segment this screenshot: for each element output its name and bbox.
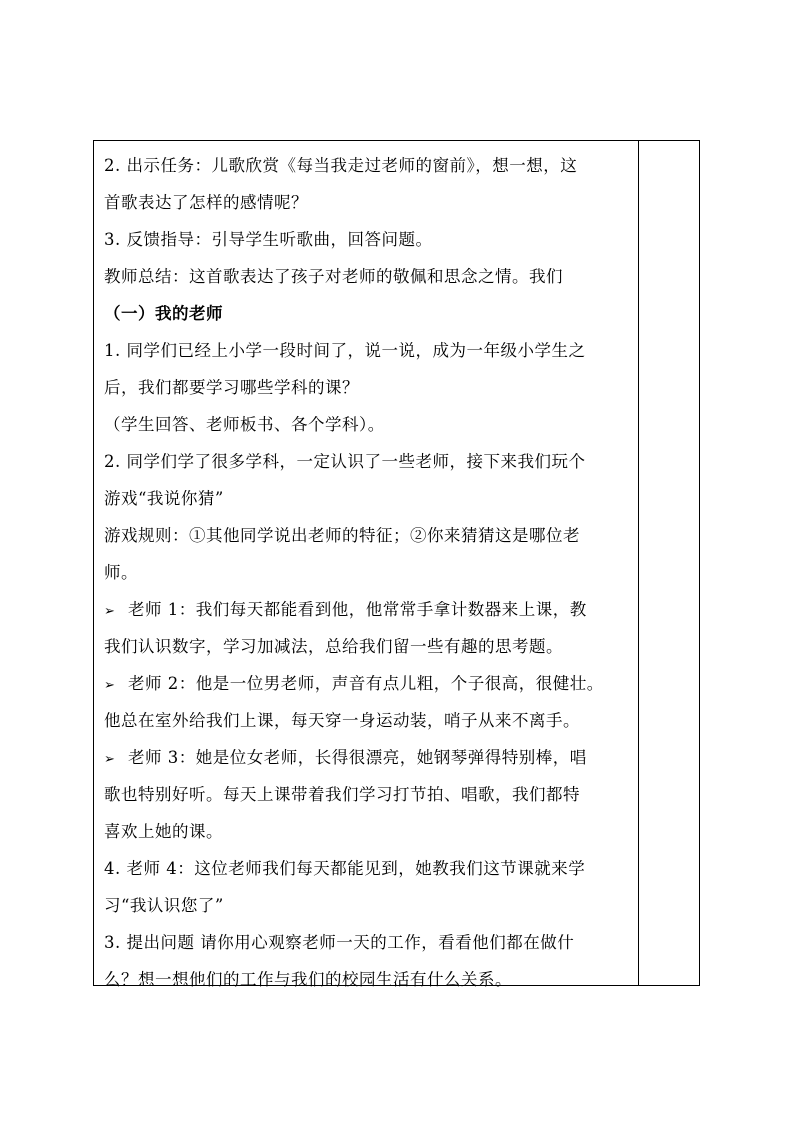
text-line: 游戏“我说你猜” <box>104 489 224 508</box>
bullet-text: 老师 3：她是位女老师，长得很漂亮，她钢琴弹得特别棒，唱 <box>128 748 587 767</box>
text-line: 3. 反馈指导：引导学生听歌曲，回答问题。 <box>104 230 433 249</box>
text-line: 2. 出示任务：儿歌欣赏《每当我走过老师的窗前》，想一想，这 <box>104 156 578 175</box>
text-line: 他总在室外给我们上课，每天穿一身运动装，哨子从来不离手。 <box>104 711 580 730</box>
text-line: 首歌表达了怎样的感情呢？ <box>104 193 308 212</box>
text-line: 么？想一想他们的工作与我们的校园生活有什么关系。 <box>104 970 512 989</box>
arrow-bullet-icon: ➢ <box>104 752 116 767</box>
text-line: 游戏规则：①其他同学说出老师的特征；②你来猜猜这是哪位老 <box>104 526 580 545</box>
text-line: 2. 同学们学了很多学科，一定认识了一些老师，接下来我们玩个 <box>104 452 586 471</box>
bullet-line <box>104 739 632 776</box>
text-line: 教师总结：这首歌表达了孩子对老师的敬佩和思念之情。我们 <box>104 267 563 286</box>
bullet-line <box>104 591 632 628</box>
text-line: 3. 提出问题 请你用心观察老师一天的工作，看看他们都在做什 <box>104 933 575 952</box>
text-line: （学生回答、老师板书、各个学科）。 <box>104 415 385 434</box>
lesson-table <box>93 140 700 989</box>
bullet-text: 老师 1：我们每天都能看到他，他常常手拿计数器来上课，教 <box>128 600 587 619</box>
section-heading: （一）我的老师 <box>104 304 223 323</box>
column-divider <box>638 141 639 985</box>
text-line: 习“我认识您了” <box>104 896 224 915</box>
arrow-bullet-icon: ➢ <box>104 604 116 619</box>
text-line: 师。 <box>104 563 138 582</box>
arrow-bullet-icon: ➢ <box>104 678 116 693</box>
text-line: 喜欢上她的课。 <box>104 822 223 841</box>
lesson-content-cell <box>104 147 632 998</box>
text-line: 歌也特别好听。每天上课带着我们学习打节拍、唱歌，我们都特 <box>104 785 580 804</box>
text-line: 4. 老师 4：这位老师我们每天都能见到，她教我们这节课就来学 <box>104 859 586 878</box>
bullet-text: 老师 2：他是一位男老师，声音有点儿粗，个子很高，很健壮。 <box>128 674 604 693</box>
text-line: 1. 同学们已经上小学一段时间了，说一说，成为一年级小学生之 <box>104 341 586 360</box>
bullet-line <box>104 665 632 702</box>
text-line: 我们认识数字，学习加减法，总给我们留一些有趣的思考题。 <box>104 637 563 656</box>
text-line: 后，我们都要学习哪些学科的课？ <box>104 378 359 397</box>
